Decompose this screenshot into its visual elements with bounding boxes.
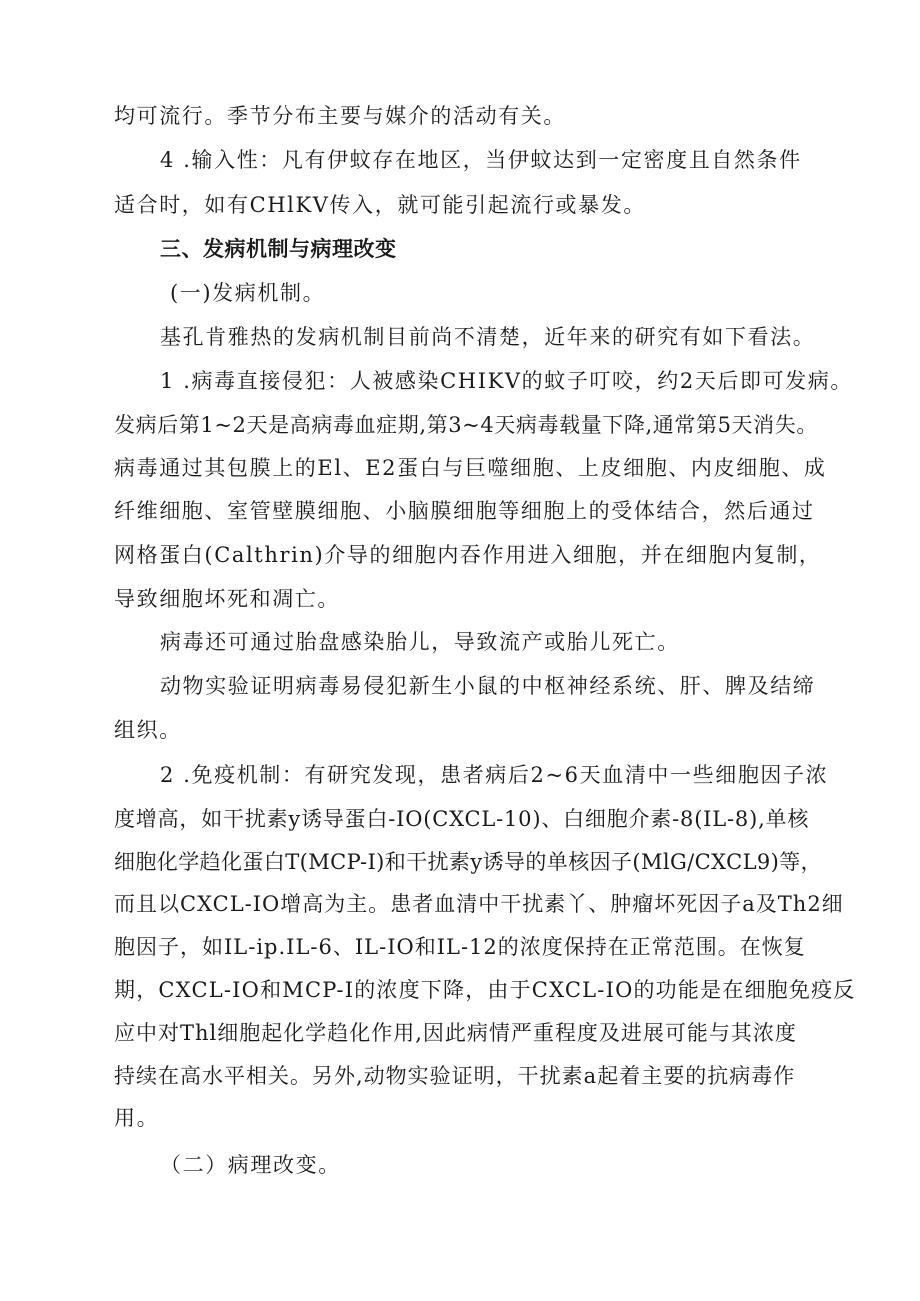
text-line-18: 细胞化学趋化蛋白T(MCP-I)和干扰素y诱导的单核因子(MlG/CXCL9)等， [114, 850, 823, 874]
section-heading: 三、发病机制与病理改变 [160, 237, 397, 261]
text-line-17: 度增高，如干扰素y诱导蛋白-IO(CXCL-10)、白细胞介素-8(IL-8),单核 [114, 807, 810, 831]
text-line-9: 病毒通过其包膜上的El、E2蛋白与巨噬细胞、上皮细胞、内皮细胞、成 [114, 456, 827, 480]
text-line-16: 2 .免疫机制：有研究发现，患者病后2~6天血清中一些细胞因子浓 [160, 763, 829, 787]
text-line-23: 持续在高水平相关。另外,动物实验证明，干扰素a起着主要的抗病毒作 [114, 1064, 796, 1088]
text-line-2: 4 .输入性：凡有伊蚊存在地区，当伊蚊达到一定密度且自然条件 [160, 148, 802, 172]
text-line-15: 组织。 [114, 718, 182, 742]
text-line-7: 1 .病毒直接侵犯：人被感染CHIKV的蚊子叮咬，约2天后即可发病。 [160, 369, 854, 393]
text-line-21: 期，CXCL-IO和MCP-I的浓度下降，由于CXCL-IO的功能是在细胞免疫反 [114, 978, 856, 1002]
text-line-3: 适合时，如有CHlKV传入，就可能引起流行或暴发。 [114, 193, 646, 217]
text-line-10: 纤维细胞、室管壁膜细胞、小脑膜细胞等细胞上的受体结合，然后通过 [114, 499, 815, 523]
text-line-11: 网格蛋白(Calthrin)介导的细胞内吞作用进入细胞，并在细胞内复制， [114, 543, 822, 567]
text-line-6: 基孔肯雅热的发病机制目前尚不清楚，近年来的研究有如下看法。 [160, 325, 816, 349]
subsection-heading-2: （二）病理改变。 [160, 1153, 341, 1177]
text-line-20: 胞因子，如IL-ip.IL-6、IL-IO和IL-12的浓度保持在正常范围。在恢复 [114, 935, 806, 959]
subsection-heading-1: (一)发病机制。 [170, 281, 326, 305]
text-line-13: 病毒还可通过胎盘感染胎儿，导致流产或胎儿死亡。 [160, 630, 680, 654]
text-line-8: 发病后第1~2天是高病毒血症期,第3~4天病毒载量下降,通常第5天消失。 [114, 413, 818, 437]
text-line-22: 应中对Thl细胞起化学趋化作用,因此病情严重程度及进展可能与其浓度 [114, 1021, 797, 1045]
text-line-24: 用。 [114, 1106, 160, 1130]
text-line-12: 导致细胞坏死和凋亡。 [114, 587, 340, 611]
text-line-19: 而且以CXCL-IO增高为主。患者血清中干扰素丫、肿瘤坏死因子a及Th2细 [114, 892, 844, 916]
text-line-1: 均可流行。季节分布主要与媒介的活动有关。 [114, 104, 566, 128]
text-line-14: 动物实验证明病毒易侵犯新生小鼠的中枢神经系统、肝、脾及结缔 [160, 674, 816, 698]
